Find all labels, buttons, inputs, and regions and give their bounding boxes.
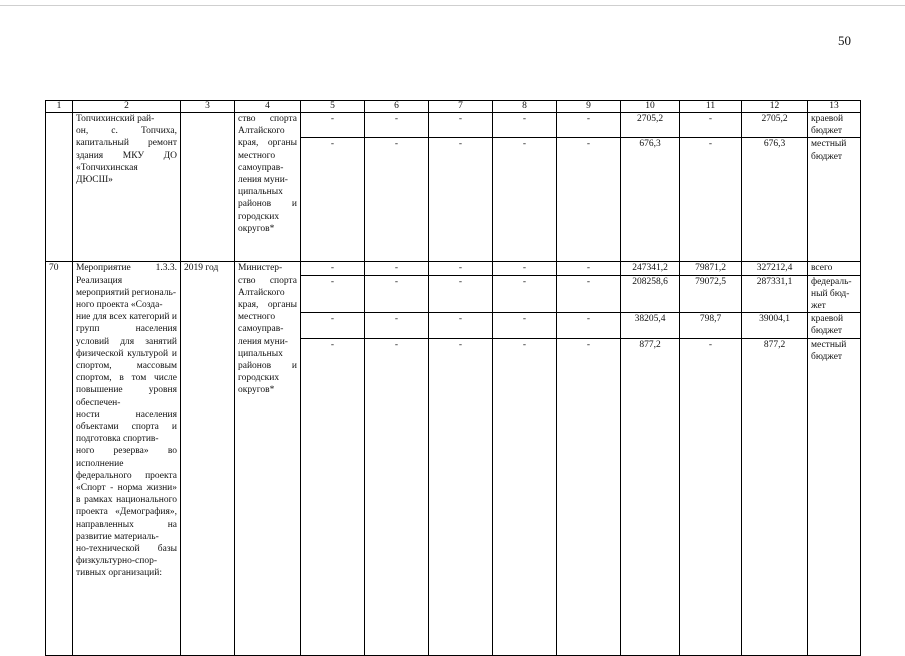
funding-source-cell: краевой бюджет	[808, 313, 861, 338]
value-cell: 287331,1	[742, 275, 808, 313]
value-cell: 2705,2	[621, 113, 680, 138]
value-cell: 39004,1	[742, 313, 808, 338]
row-number-cell: 70	[46, 262, 73, 655]
header-cell: 9	[557, 101, 621, 113]
header-cell: 4	[235, 101, 301, 113]
value-cell: -	[429, 338, 493, 655]
funding-source-cell: местный бюджет	[808, 138, 861, 262]
table-row	[46, 262, 861, 275]
value-cell: -	[557, 275, 621, 313]
value-cell: 676,3	[742, 138, 808, 262]
value-cell: -	[301, 275, 365, 313]
activity-description: Топчихинский рай- он, с. Топчиха, капитальный ремонт здания МКУ ДО «Топчихинская ДЮСШ»	[73, 113, 181, 262]
header-cell: 6	[365, 101, 429, 113]
funding-source-cell: всего	[808, 262, 861, 275]
value-cell: 2705,2	[742, 113, 808, 138]
page-top-rule	[0, 5, 905, 6]
header-cell: 13	[808, 101, 861, 113]
row-number-cell	[46, 113, 73, 262]
value-cell: -	[493, 113, 557, 138]
header-cell: 8	[493, 101, 557, 113]
value-cell: -	[365, 138, 429, 262]
value-cell: -	[493, 338, 557, 655]
value-cell: -	[301, 138, 365, 262]
funding-source-cell: краевой бюджет	[808, 113, 861, 138]
value-cell: -	[493, 138, 557, 262]
value-cell: -	[365, 313, 429, 338]
table-row	[46, 113, 861, 138]
executor-cell: Министер- ство спорта Алтайского края, органы местного самоуправ- ления муни- ципальных районов и городских округов*	[235, 262, 301, 655]
value-cell: -	[365, 338, 429, 655]
value-cell: 676,3	[621, 138, 680, 262]
value-cell: -	[301, 262, 365, 275]
value-cell: -	[557, 113, 621, 138]
funding-source-cell: федераль- ный бюд- жет	[808, 275, 861, 313]
value-cell: -	[365, 113, 429, 138]
value-cell: -	[493, 275, 557, 313]
value-cell: -	[429, 313, 493, 338]
period-cell	[181, 113, 235, 262]
value-cell: 877,2	[621, 338, 680, 655]
value-cell: -	[301, 313, 365, 338]
value-cell: -	[365, 262, 429, 275]
header-cell: 7	[429, 101, 493, 113]
header-cell: 12	[742, 101, 808, 113]
value-cell: -	[557, 313, 621, 338]
value-cell: -	[680, 113, 742, 138]
value-cell: -	[365, 275, 429, 313]
funding-table	[45, 100, 861, 656]
value-cell: -	[680, 138, 742, 262]
value-cell: -	[493, 313, 557, 338]
header-cell: 10	[621, 101, 680, 113]
executor-cell: ство спорта Алтайского края, органы местного самоуправ- ления муни- ципальных районов и городских округов*	[235, 113, 301, 262]
value-cell: 327212,4	[742, 262, 808, 275]
value-cell: 79072,5	[680, 275, 742, 313]
column-number-row	[46, 101, 861, 113]
value-cell: -	[429, 138, 493, 262]
value-cell: -	[429, 262, 493, 275]
value-cell: -	[301, 113, 365, 138]
funding-source-cell: местный бюджет	[808, 338, 861, 655]
value-cell: -	[557, 138, 621, 262]
page-number: 50	[838, 33, 851, 48]
header-cell: 11	[680, 101, 742, 113]
value-cell: 208258,6	[621, 275, 680, 313]
value-cell: -	[493, 262, 557, 275]
value-cell: -	[429, 113, 493, 138]
value-cell: -	[429, 275, 493, 313]
value-cell: 38205,4	[621, 313, 680, 338]
value-cell: -	[680, 338, 742, 655]
value-cell: 877,2	[742, 338, 808, 655]
header-cell: 3	[181, 101, 235, 113]
value-cell: -	[557, 338, 621, 655]
value-cell: 79871,2	[680, 262, 742, 275]
value-cell: 247341,2	[621, 262, 680, 275]
value-cell: 798,7	[680, 313, 742, 338]
value-cell: -	[301, 338, 365, 655]
header-cell: 1	[46, 101, 73, 113]
value-cell: -	[557, 262, 621, 275]
header-cell: 2	[73, 101, 181, 113]
header-cell: 5	[301, 101, 365, 113]
period-cell: 2019 год	[181, 262, 235, 655]
activity-description: Мероприятие 1.3.3. Реализация мероприятий региональ- ного проекта «Созда- ние для всех категорий и групп населения условий для занятий физической культурой и спортом, массовым спортом, в том числе повышение уровня обеспечен- ности населения объектами спорта и подготовка спортив- ного резерва» во исполнение федерального проекта «Спорт - норма жизни» в рамках национального проекта «Демография», направленных на развитие материаль- но-технической базы физкультурно-спор- тивных организаций:	[73, 262, 181, 655]
